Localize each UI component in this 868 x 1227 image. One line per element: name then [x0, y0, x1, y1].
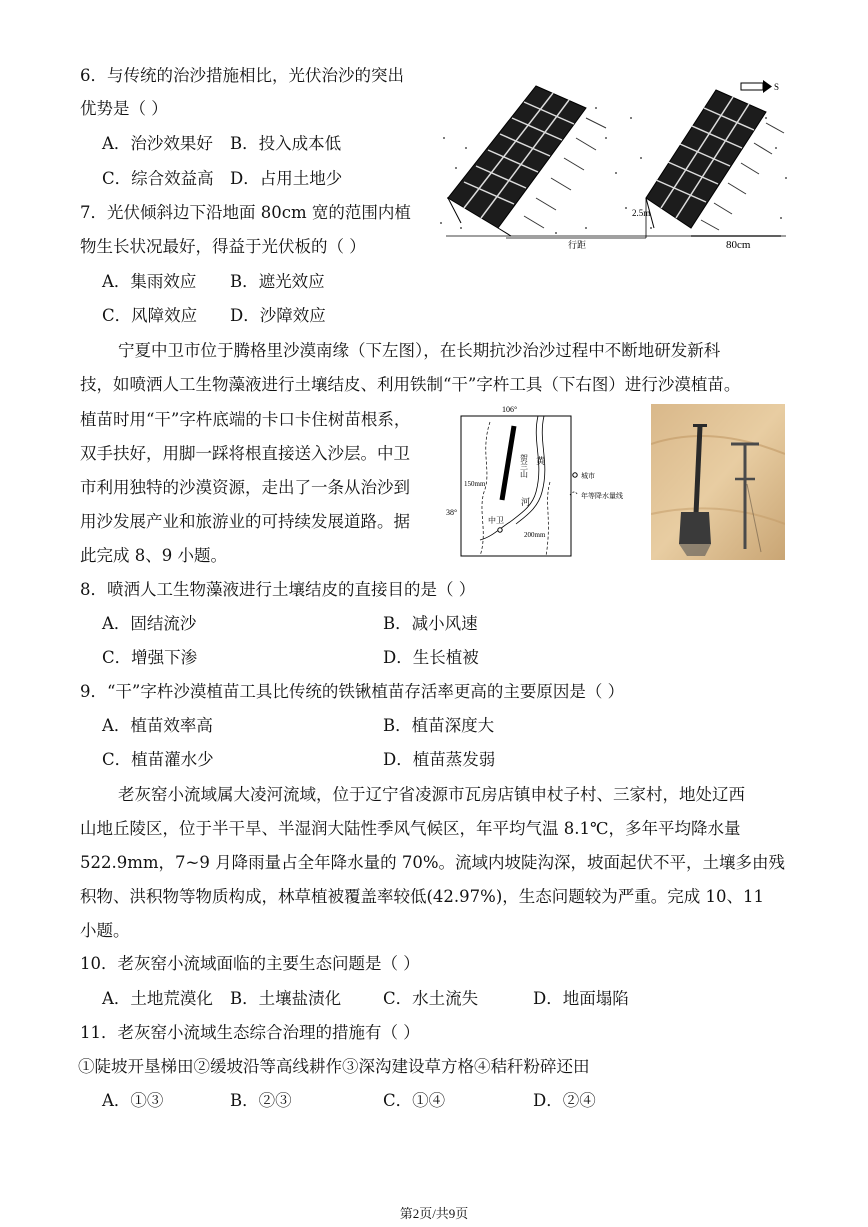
- q6-stem-line2: 优势是（ ）: [80, 99, 168, 118]
- q6-option-c: C．综合效益高: [102, 169, 214, 188]
- passage1-line4: 双手扶好，用脚一踩将根直接送入沙层。中卫: [80, 444, 410, 463]
- q6-stem-line1: 6．与传统的治沙措施相比，光伏治沙的突出: [80, 66, 404, 85]
- q10-option-d: D．地面塌陷: [533, 989, 629, 1008]
- legend-city-icon: [573, 473, 577, 477]
- passage1-line1: 宁夏中卫市位于腾格里沙漠南缘（下左图），在长期抗沙治沙过程中不断地研发新科: [118, 341, 721, 360]
- q10-option-b: B．土壤盐渍化: [230, 989, 342, 1008]
- q7-stem-line1: 7．光伏倾斜边下沿地面 80cm 宽的范围内植: [80, 203, 411, 222]
- isohyet-200-label: 200mm: [524, 531, 546, 539]
- passage2-line3: 522.9mm，7~9 月降雨量占全年降水量的 70%。流域内坡陡沟深，坡面起伏不平，土壤多由残: [80, 853, 786, 872]
- q10-stem: 10．老灰窑小流域面临的主要生态问题是（ ）: [80, 954, 420, 973]
- legend-isohyet-label: 年等降水量线: [581, 492, 623, 500]
- q6-option-b: B．投入成本低: [230, 134, 342, 153]
- q11-option-c: C．①④: [383, 1091, 446, 1110]
- q7-option-d: D．沙障效应: [230, 306, 326, 325]
- solar-panel-2: [646, 90, 766, 228]
- q8-option-b: B．减小风速: [383, 614, 478, 633]
- q10-option-c: C．水土流失: [383, 989, 479, 1008]
- q7-option-a: A．集雨效应: [102, 272, 197, 291]
- passage1-line5: 市利用独特的沙漠资源，走出了一条从治沙到: [80, 478, 410, 497]
- planting-tool-photo: [651, 404, 785, 560]
- q7-stem-line2: 物生长状况最好，得益于光伏板的（ ）: [80, 237, 366, 256]
- q11-option-b: B．②③: [230, 1091, 292, 1110]
- q8-option-a: A．固结流沙: [102, 614, 197, 633]
- q8-option-c: C．增强下渗: [102, 648, 198, 667]
- passage2-line2: 山地丘陵区，位于半干旱、半湿润大陆性季风气候区，年平均气温 8.1℃，多年平均降水量: [80, 819, 741, 838]
- city-marker: [498, 528, 502, 532]
- q10-option-a: A．土地荒漠化: [102, 989, 213, 1008]
- q9-option-a: A．植苗效率高: [102, 716, 213, 735]
- legend-city-label: 城市: [581, 472, 595, 480]
- north-label: S: [774, 82, 780, 92]
- q11-option-d: D．②④: [533, 1091, 596, 1110]
- zhongwei-map: [440, 402, 650, 562]
- latitude-label: 38°: [446, 508, 458, 517]
- q11-stem: 11．老灰窑小流域生态综合治理的措施有（ ）: [80, 1023, 420, 1042]
- q9-stem: 9．“干”字杵沙漠植苗工具比传统的铁锹植苗存活率更高的主要原因是（ ）: [80, 682, 625, 701]
- q7-option-c: C．风障效应: [102, 306, 198, 325]
- q11-option-a: A．①③: [102, 1091, 164, 1110]
- q9-option-c: C．植苗灌水少: [102, 750, 214, 769]
- river-label-1: 黄: [536, 457, 546, 467]
- q6-option-d: D．占用土地少: [230, 169, 343, 188]
- q6-option-a: A．治沙效果好: [102, 134, 213, 153]
- river-label-2: 河: [521, 498, 531, 508]
- passage2-line5: 小题。: [80, 921, 130, 940]
- spacing-label: 行距: [568, 241, 587, 250]
- passage2-line4: 积物、洪积物等物质构成，林草植被覆盖率较低(42.97%)，生态问题较为严重。完成 10、11: [80, 887, 765, 906]
- north-arrow-icon: [741, 80, 772, 93]
- q8-stem: 8．喷洒人工生物藻液进行土壤结皮的直接目的是（ ）: [80, 580, 476, 599]
- passage1-line2: 技，如喷洒人工生物藻液进行土壤结皮、利用铁制“干”字杵工具（下右图）进行沙漠植苗。: [80, 375, 741, 394]
- passage1-line7: 此完成 8、9 小题。: [80, 546, 227, 565]
- passage1-line6: 用沙发展产业和旅游业的可持续发展道路。据: [80, 512, 410, 531]
- longitude-label: 106°: [502, 405, 518, 414]
- page-number: 第2页/共9页: [399, 1206, 469, 1221]
- solar-panel-1: [448, 86, 586, 236]
- height-label: 2.5m: [632, 208, 651, 218]
- sand-background: [651, 404, 785, 560]
- q9-option-b: B．植苗深度大: [383, 716, 495, 735]
- q8-option-d: D．生长植被: [383, 648, 479, 667]
- mountain-label: 贺兰山: [519, 454, 529, 478]
- solar-panel-figure: [436, 78, 796, 250]
- passage1-line3: 植苗时用“干”字杵底端的卡口卡住树苗根系，: [80, 410, 411, 429]
- isohyet-150-label: 150mm: [464, 480, 486, 488]
- passage2-line1: 老灰窑小流域属大凌河流域，位于辽宁省凌源市瓦房店镇申杖子村、三家村，地处辽西: [118, 785, 745, 804]
- q7-option-b: B．遮光效应: [230, 272, 325, 291]
- city-label: 中卫: [488, 516, 504, 525]
- q11-measures: ①陡坡开垦梯田②缓坡沿等高线耕作③深沟建设草方格④秸秆粉碎还田: [78, 1057, 590, 1076]
- q9-option-d: D．植苗蒸发弱: [383, 750, 496, 769]
- width-label: 80cm: [726, 239, 751, 250]
